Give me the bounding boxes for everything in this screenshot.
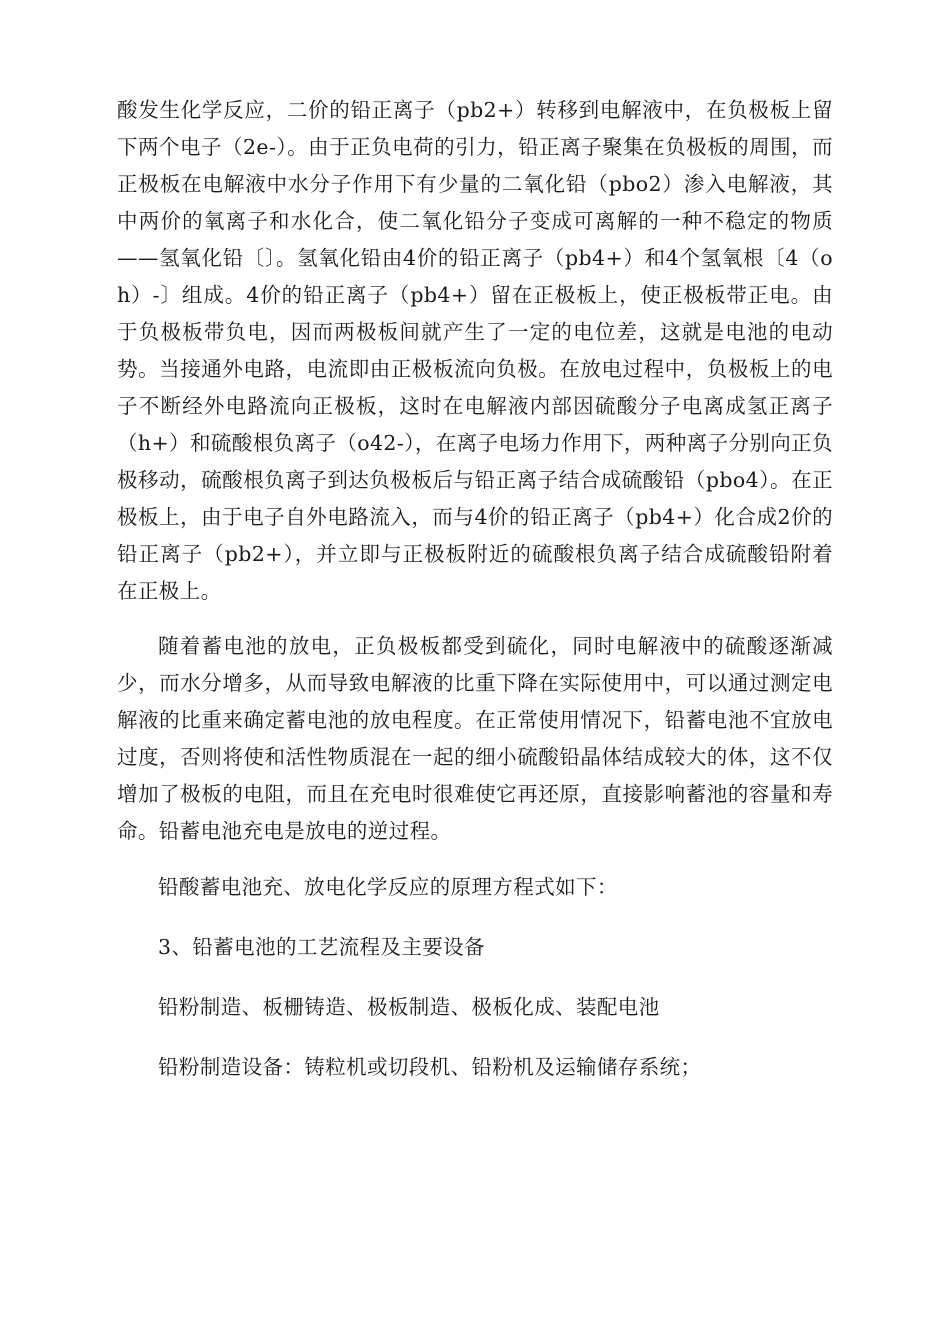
section-heading-3: 3、铅蓄电池的工艺流程及主要设备 bbox=[158, 935, 485, 959]
equation-intro-line: 铅酸蓄电池充、放电化学反应的原理方程式如下： bbox=[158, 875, 618, 899]
document-page bbox=[117, 92, 833, 1109]
process-steps-line: 铅粉制造、板栅铸造、极板制造、极板化成、装配电池 bbox=[158, 995, 660, 1019]
body-paragraph-1: 酸发生化学反应，二价的铅正离子（pb2+）转移到电解液中，在负极板上留下两个电子（2e-）。由于正负电荷的引力，铅正离子聚集在负极板的周围，而正极板在电解液中水分子作用下有少量的二氧化铅（pbo2）渗入电解液，其中两价的氧离子和水化合，使二氧化铅分子变成可离解的一种不稳定的物质——氢氧化铅〔〕。氢氧化铅由4价的铅正离子（pb4+）和4个氢氧根〔4（oh）-〕组成。4价的铅正离子（pb4+）留在正极板上，使正极板带正电。由于负极板带负电，因而两极板间就产生了一定的电位差，这就是电池的电动势。当接通外电路，电流即由正极板流向负极。在放电过程中，负极板上的电子不断经外电路流向正极板，这时在电解液内部因硫酸分子电离成氢正离子（h+）和硫酸根负离子（o42-），在离子电场力作用下，两种离子分别向正负极移动，硫酸根负离子到达负极板后与铅正离子结合成硫酸铅（pbo4）。在正极板上，由于电子自外电路流入，而与4价的铅正离子（pb4+）化合成2价的铅正离子（pb2+），并立即与正极板附近的硫酸根负离子结合成硫酸铅附着在正极上。 bbox=[117, 98, 833, 603]
body-paragraph-2: 随着蓄电池的放电，正负极板都受到硫化，同时电解液中的硫酸逐渐减少，而水分增多，从而导致电解液的比重下降在实际使用中，可以通过测定电解液的比重来确定蓄电池的放电程度。在正常使用情况下，铅蓄电池不宜放电过度，否则将使和活性物质混在一起的细小硫酸铅晶体结成较大的体，这不仅增加了极板的电阻，而且在充电时很难使它再还原，直接影响蓄池的容量和寿命。铅蓄电池充电是放电的逆过程。 bbox=[117, 634, 833, 843]
equipment-line: 铅粉制造设备：铸粒机或切段机、铅粉机及运输储存系统； bbox=[158, 1055, 702, 1079]
